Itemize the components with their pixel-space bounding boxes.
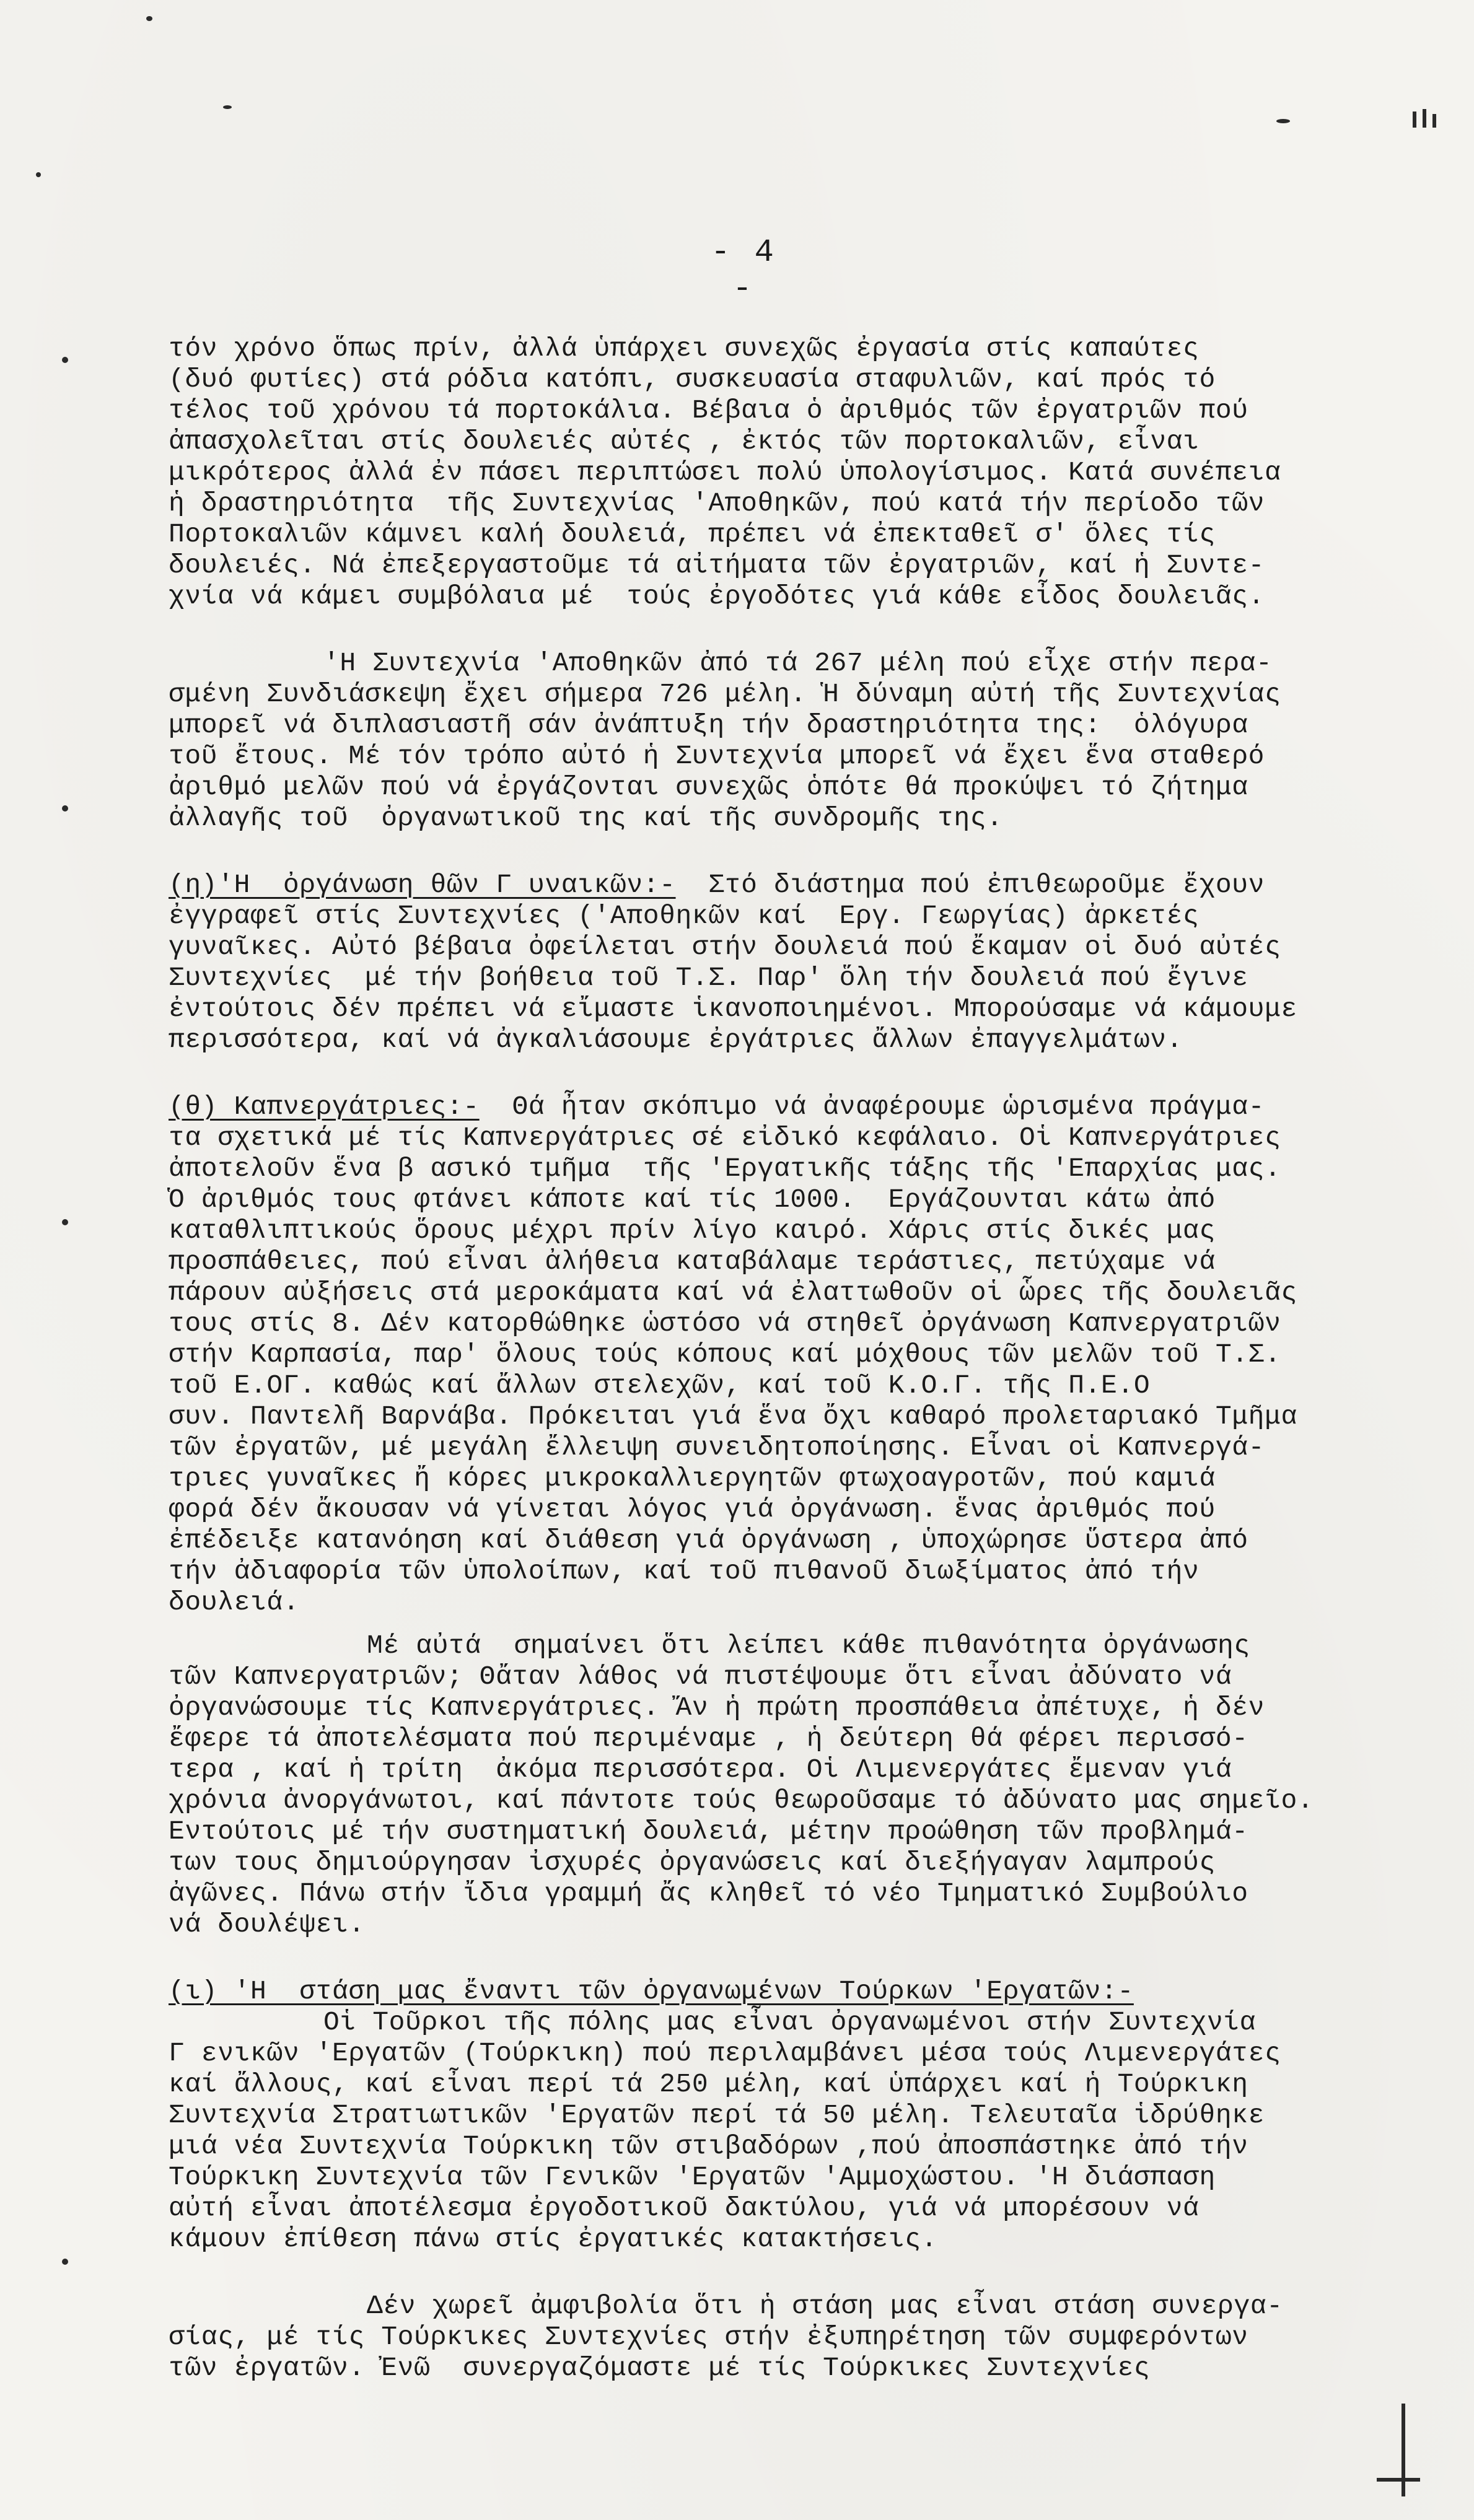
text-line: περισσότερα, καί νά ἀγκαλιάσουμε ἐργάτριες ἄλλων ἐπαγγελμάτων. — [169, 1025, 1183, 1055]
text-line: μιά νέα Συντεχνία Τούρκικη τῶν στιβαδόρων ,πού ἀποσπάστηκε ἀπό τήν — [169, 2131, 1248, 2161]
text-line: τόν χρόνο ὅπως πρίν, ἀλλά ὑπάρχει συνεχῶς ἐργασία στίς καπαύτες — [169, 333, 1200, 364]
text-line: μικρότερος ἀλλά ἐν πάσει περιπτώσει πολύ ὑπολογίσιμος. Κατά συνέπεια — [169, 457, 1281, 488]
section — [169, 870, 1457, 1056]
text-line: καί ἄλλους, καί εἶναι περί τά 250 μέλη, καί ὑπάρχει καί ἡ Τούρκικη — [169, 2069, 1248, 2099]
document-body — [169, 333, 1457, 2384]
text-line: Γ ενικῶν 'Εργατῶν (Τούρκικη) πού περιλαμβάνει μέσα τούς Λιμενεργάτες — [169, 2038, 1281, 2068]
text-line: ἡ δραστηριότητα τῆς Συντεχνίας 'Αποθηκῶν, πού κατά τήν περίοδο τῶν — [169, 488, 1265, 518]
scan-speck — [62, 2259, 68, 2265]
text-line: ἀριθμό μελῶν πού νά ἐργάζονται συνεχῶς ὁπότε θά προκύψει τό ζήτημα — [169, 772, 1248, 802]
text-line: τα σχετικά μέ τίς Καπνεργάτριες σέ εἰδικό κεφάλαιο. Οἱ Καπνεργάτριες — [169, 1122, 1281, 1153]
text-line: συν. Παντελῆ Βαρνάβα. Πρόκειται γιά ἕνα ὄχι καθαρό προλεταριακό Τμῆμα — [169, 1401, 1297, 1432]
text-line: Πορτοκαλιῶν κάμνει καλή δουλειά, πρέπει νά ἐπεκταθεῖ σ' ὅλες τίς — [169, 519, 1216, 549]
text-line: νά δουλέψει. — [169, 1909, 365, 1940]
paragraph — [169, 1630, 1457, 1940]
text-line: τους στίς 8. Δέν κατορθώθηκε ὡστόσο νά στηθεῖ ὀργάνωση Καπνεργατριῶν — [169, 1308, 1281, 1339]
text-line: ἐγγραφεῖ στίς Συντεχνίες ('Αποθηκῶν καί Εργ. Γεωργίας) ἀρκετές — [169, 901, 1200, 931]
section — [169, 1976, 1457, 2255]
text-line: ἐπέδειξε κατανόηση καί διάθεση γιά ὀργάνωση , ὑποχώρησε ὕστερα ἀπό — [169, 1525, 1248, 1555]
text-line: χρόνια ἀνοργάνωτοι, καί πάντοτε τούς θεωροῦσαμε τό ἀδύνατο μας σημεῖο. — [169, 1785, 1314, 1816]
text-line: τῶν ἐργατῶν, μέ μεγάλη ἔλλειψη συνειδητοποίησης. Εἶναι οἱ Καπνεργά- — [169, 1432, 1265, 1463]
scan-speck — [62, 1219, 68, 1225]
text-line: δουλειές. Νά ἐπεξεργαστοῦμε τά αἰτήματα τῶν ἐργατριῶν, καί ἡ Συντε- — [169, 550, 1265, 580]
scan-mark — [1432, 114, 1436, 128]
text-fragment: Θά ἦταν σκόπιμο νά ἀναφέρουμε ὡρισμένα πράγμα- — [479, 1092, 1265, 1122]
text-line: τοῦ Ε.ΟΓ. καθώς καί ἄλλων στελεχῶν, καί τοῦ Κ.Ο.Γ. τῆς Π.Ε.Ο — [169, 1370, 1151, 1401]
text-line: καταθλιπτικούς ὅρους μέχρι πρίν λίγο καιρό. Χάρις στίς δικές μας — [169, 1215, 1216, 1246]
text-line: ἐντούτοις δέν πρέπει νά εἴμαστε ἱκανοποιημένοι. Μπορούσαμε νά κάμουμε — [169, 994, 1297, 1024]
scan-speck — [62, 805, 68, 812]
text-line: Μέ αὐτά σημαίνει ὅτι λείπει κάθε πιθανότητα ὀργάνωσης — [367, 1630, 1250, 1661]
text-line: σίας, μέ τίς Τούρκικες Συντεχνίες στήν ἐξυπηρέτηση τῶν συμφερόντων — [169, 2322, 1248, 2352]
text-line: ἔφερε τά ἀποτελέσματα πού περιμέναμε , ἡ δεύτερη θά φέρει περισσό- — [169, 1723, 1248, 1754]
text-fragment: Στό διάστημα πού ἐπιθεωροῦμε ἔχουν — [675, 870, 1265, 900]
text-line: ἀλλαγῆς τοῦ ὀργανωτικοῦ της καί τῆς συνδρομῆς της. — [169, 803, 1003, 833]
text-line: τήν ἀδιαφορία τῶν ὑπολοίπων, καί τοῦ πιθανοῦ διωξίματος ἀπό τήν — [169, 1556, 1200, 1586]
text-line: ἀγῶνες. Πάνω στήν ἴδια γραμμή ἄς κληθεῖ τό νέο Τμηματικό Συμβούλιο — [169, 1878, 1248, 1909]
text-line: τῶν ἐργατῶν. Ἐνῶ συνεργαζόμαστε μέ τίς Τούρκικες Συντεχνίες — [169, 2353, 1151, 2383]
page-number: - 4 - — [711, 234, 776, 307]
text-line: τέλος τοῦ χρόνου τά πορτοκάλια. Βέβαια ὁ ἀριθμός τῶν ἐργατριῶν πού — [169, 395, 1248, 426]
text-line: τριες γυναῖκες ἤ κόρες μικροκαλλιεργητῶν φτωχοαγροτῶν, πού καμιά — [169, 1463, 1216, 1494]
text-line: προσπάθειες, πού εἶναι ἀλήθεια καταβάλαμε τεράστιες, πετύχαμε νά — [169, 1246, 1216, 1277]
text-line: μπορεῖ νά διπλασιαστῆ σάν ἀνάπτυξη τήν δραστηριότητα της: ὁλόγυρα — [169, 710, 1248, 740]
text-line: Εντούτοις μέ τήν συστηματική δουλειά, μέτην προώθηση τῶν προβλημά- — [169, 1816, 1248, 1847]
text-line: τῶν Καπνεργατριῶν; Θἄταν λάθος νά πιστέψουμε ὅτι εἶναι ἀδύνατο νά — [169, 1661, 1232, 1692]
text-line: 'Η Συντεχνία 'Αποθηκῶν ἀπό τά 267 μέλη πού εἶχε στήν περα- — [323, 648, 1273, 678]
text-line: πάρουν αὐξήσεις στά μεροκάματα καί νά ἐλαττωθοῦν οἱ ὧρες τῆς δουλειᾶς — [169, 1277, 1297, 1308]
text-line: δουλειά. — [169, 1587, 300, 1617]
scan-mark — [1413, 112, 1416, 128]
scan-mark — [1377, 2478, 1420, 2482]
section — [169, 1092, 1457, 1618]
text-line: σμένη Συνδιάσκεψη ἔχει σήμερα 726 μέλη. Ἡ δύναμη αὐτή τῆς Συντεχνίας — [169, 679, 1281, 709]
text-line: Συντεχνίες μέ τήν βοήθεια τοῦ Τ.Σ. Παρ' ὅλη τήν δουλειά πού ἔγινε — [169, 963, 1248, 993]
text-line: των τους δημιούργησαν ἰσχυρές ὀργανώσεις καί διεξήγαγαν λαμπρούς — [169, 1847, 1216, 1878]
text-line: ὀργανώσουμε τίς Καπνεργάτριες. Ἄν ἡ πρώτη προσπάθεια ἀπέτυχε, ἡ δέν — [169, 1692, 1265, 1723]
text-line: ἀποτελοῦν ἕνα β ασικό τμῆμα τῆς 'Εργατικῆς τάξης τῆς 'Επαρχίας μας. — [169, 1153, 1281, 1184]
text-line: Τούρκικη Συντεχνία τῶν Γενικῶν 'Εργατῶν 'Αμμοχώστου. 'Η διάσπαση — [169, 2162, 1216, 2192]
section-heading: (η)'Η ὀργάνωση θῶν Γ υναικῶν:- — [169, 870, 676, 900]
text-line: αὐτή εἶναι ἀποτέλεσμα ἐργοδοτικοῦ δακτύλου, γιά νά μπορέσουν νά — [169, 2193, 1200, 2223]
text-line: τοῦ ἔτους. Μέ τόν τρόπο αὐτό ἡ Συντεχνία μπορεῖ νά ἔχει ἕνα σταθερό — [169, 741, 1265, 771]
text-line: γυναῖκες. Αὐτό βέβαια ὀφείλεται στήν δουλειά πού ἔκαμαν οἱ δυό αὐτές — [169, 932, 1281, 962]
text-line: στήν Καρπασία, παρ' ὅλους τούς κόπους καί μόχθους τῶν μελῶν τοῦ Τ.Σ. — [169, 1339, 1281, 1370]
section-heading-line — [169, 870, 1457, 901]
scan-speck — [36, 172, 41, 177]
section-heading: (ι) 'Η στάση μας ἔναντι τῶν ὀργανωμένων Τούρκων 'Εργατῶν:- — [169, 1976, 1134, 2006]
scan-mark — [1423, 109, 1426, 128]
scan-speck — [146, 16, 152, 21]
paragraph — [169, 648, 1457, 834]
text-line: Δέν χωρεῖ ἀμφιβολία ὅτι ἡ στάση μας εἶναι στάση συνεργα- — [367, 2291, 1283, 2321]
text-line: Οἱ Τοῦρκοι τῆς πόλης μας εἶναι ὀργανωμένοι στήν Συντεχνία — [323, 2007, 1257, 2037]
section-heading-line — [169, 1092, 1457, 1122]
scan-mark — [1402, 2404, 1405, 2496]
text-line: ἀπασχολεῖται στίς δουλειές αὐτές , ἐκτός τῶν πορτοκαλιῶν, εἶναι — [169, 426, 1200, 457]
scan-speck — [62, 357, 68, 363]
scan-speck — [223, 105, 232, 109]
text-line: κάμουν ἐπίθεση πάνω στίς ἐργατικές κατακτήσεις. — [169, 2224, 937, 2254]
text-line: τερα , καί ἡ τρίτη ἀκόμα περισσότερα. Οἱ Λιμενεργάτες ἔμεναν γιά — [169, 1754, 1232, 1785]
paragraph — [169, 2291, 1457, 2384]
text-line: Συντεχνία Στρατιωτικῶν 'Εργατῶν περί τά 50 μέλη. Τελευταῖα ἱδρύθηκε — [169, 2100, 1265, 2130]
text-line: φορά δέν ἄκουσαν νά γίνεται λόγος γιά ὀργάνωση. ἕνας ἀριθμός πού — [169, 1494, 1216, 1525]
section-heading-line — [169, 1976, 1457, 2007]
text-line: Ὁ ἀριθμός τους φτάνει κάποτε καί τίς 1000. Εργάζουνται κάτω ἀπό — [169, 1184, 1216, 1215]
text-line: (δυό φυτίες) στά ρόδια κατόπι, συσκευασία σταφυλιῶν, καί πρός τό — [169, 364, 1216, 395]
scan-speck — [1276, 119, 1290, 123]
section-heading: (θ) Καπνεργάτριες:- — [169, 1092, 480, 1122]
paragraph — [169, 333, 1457, 612]
text-line: χνία νά κάμει συμβόλαια μέ τούς ἐργοδότες γιά κάθε εἶδος δουλειᾶς. — [169, 581, 1265, 611]
